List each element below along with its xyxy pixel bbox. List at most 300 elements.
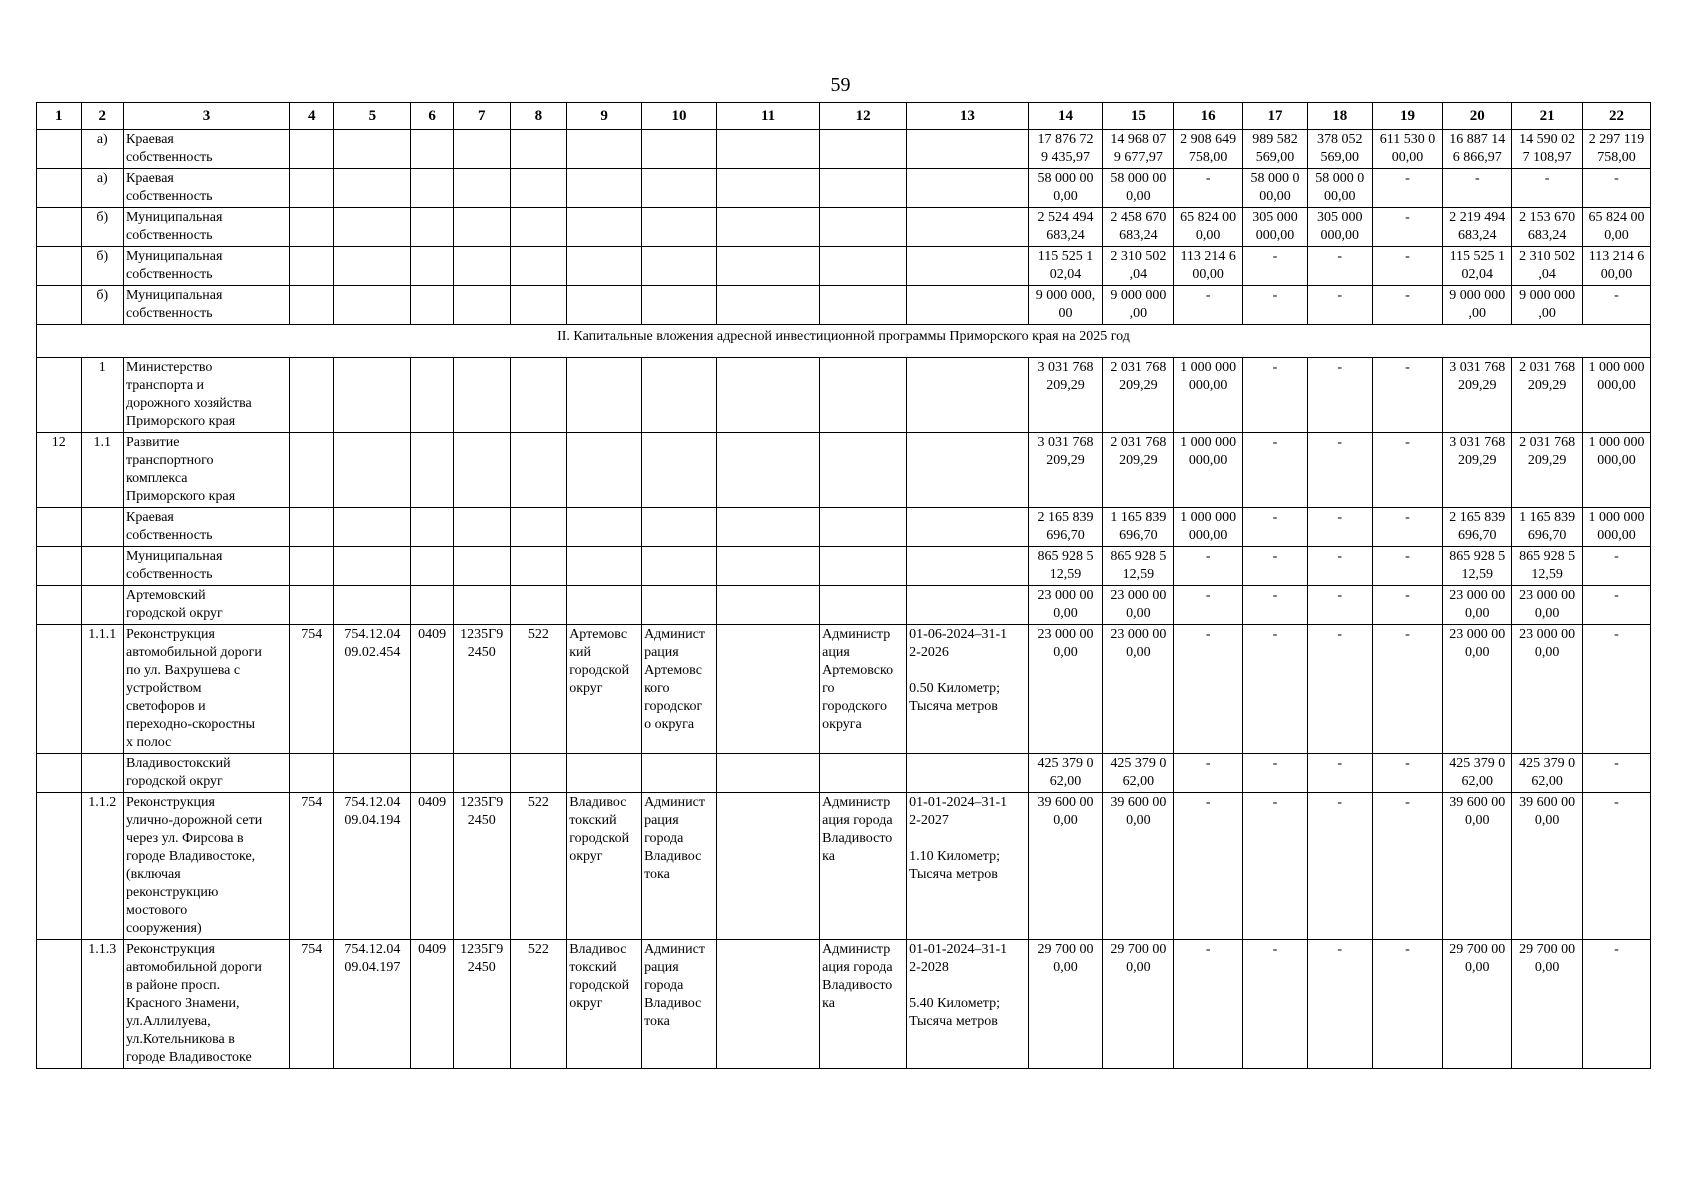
table-cell: Муниципальная собственность xyxy=(124,547,290,586)
table-cell: 1 165 839 696,70 xyxy=(1512,508,1583,547)
table-cell xyxy=(411,508,454,547)
investment-program-table xyxy=(36,102,1651,1069)
table-cell xyxy=(289,433,334,508)
table-cell xyxy=(81,547,124,586)
table-cell: Админист рация города Владивос тока xyxy=(642,940,717,1069)
table-cell xyxy=(820,754,907,793)
table-cell: - xyxy=(1243,286,1308,325)
table-cell: 113 214 6 00,00 xyxy=(1174,247,1243,286)
table-cell: 01-01-2024–31-1 2-2028 5.40 Километр; Тысяча метров xyxy=(907,940,1028,1069)
table-cell: - xyxy=(1512,169,1583,208)
column-header: 17 xyxy=(1243,103,1308,130)
table-cell xyxy=(642,247,717,286)
table-cell xyxy=(716,625,819,754)
table-cell: - xyxy=(1243,625,1308,754)
table-cell: - xyxy=(1583,754,1651,793)
table-cell: 23 000 00 0,00 xyxy=(1028,625,1103,754)
table-cell: - xyxy=(1243,547,1308,586)
table-cell xyxy=(716,793,819,940)
table-cell xyxy=(820,286,907,325)
table-cell: - xyxy=(1372,625,1443,754)
column-header: 13 xyxy=(907,103,1028,130)
table-cell: - xyxy=(1583,586,1651,625)
table-cell xyxy=(510,247,567,286)
table-cell: - xyxy=(1372,547,1443,586)
table-cell: 1 000 000 000,00 xyxy=(1583,508,1651,547)
table-cell xyxy=(716,208,819,247)
table-cell: Муниципальная собственность xyxy=(124,286,290,325)
table-cell xyxy=(37,547,82,586)
table-row xyxy=(37,208,1651,247)
table-cell: - xyxy=(1307,433,1372,508)
table-cell xyxy=(81,508,124,547)
table-cell: 58 000 00 0,00 xyxy=(1028,169,1103,208)
table-cell: - xyxy=(1307,940,1372,1069)
table-cell xyxy=(907,754,1028,793)
column-header: 9 xyxy=(567,103,642,130)
table-cell: 1 xyxy=(81,358,124,433)
table-cell: 58 000 00 0,00 xyxy=(1103,169,1174,208)
table-cell: 2 165 839 696,70 xyxy=(1443,508,1512,547)
table-cell: 113 214 6 00,00 xyxy=(1583,247,1651,286)
table-cell xyxy=(567,247,642,286)
table-cell: - xyxy=(1243,508,1308,547)
table-cell: - xyxy=(1372,208,1443,247)
table-cell xyxy=(567,433,642,508)
table-cell xyxy=(334,286,411,325)
table-cell xyxy=(907,130,1028,169)
table-cell: 58 000 0 00,00 xyxy=(1243,169,1308,208)
table-cell xyxy=(567,286,642,325)
table-cell: Краевая собственность xyxy=(124,169,290,208)
table-cell: 14 590 02 7 108,97 xyxy=(1512,130,1583,169)
column-header: 22 xyxy=(1583,103,1651,130)
column-header: 5 xyxy=(334,103,411,130)
table-cell: - xyxy=(1583,793,1651,940)
table-cell: Владивос токский городской округ xyxy=(567,793,642,940)
table-row xyxy=(37,433,1651,508)
table-cell xyxy=(642,754,717,793)
table-cell: 01-01-2024–31-1 2-2027 1.10 Километр; Тысяча метров xyxy=(907,793,1028,940)
table-cell: 754 xyxy=(289,793,334,940)
table-cell xyxy=(453,247,510,286)
table-cell xyxy=(37,247,82,286)
table-cell xyxy=(411,286,454,325)
column-header: 20 xyxy=(1443,103,1512,130)
table-cell: 1 000 000 000,00 xyxy=(1174,508,1243,547)
column-header: 8 xyxy=(510,103,567,130)
table-row xyxy=(37,793,1651,940)
table-cell xyxy=(510,208,567,247)
table-cell: - xyxy=(1307,793,1372,940)
table-cell: 23 000 00 0,00 xyxy=(1443,586,1512,625)
table-cell xyxy=(567,169,642,208)
table-cell xyxy=(716,754,819,793)
table-cell: - xyxy=(1583,625,1651,754)
table-cell: 305 000 000,00 xyxy=(1243,208,1308,247)
column-header: 6 xyxy=(411,103,454,130)
table-cell xyxy=(37,754,82,793)
table-cell: 23 000 00 0,00 xyxy=(1512,625,1583,754)
table-cell xyxy=(820,130,907,169)
table-cell: 522 xyxy=(510,625,567,754)
table-cell: 16 887 14 6 866,97 xyxy=(1443,130,1512,169)
table-cell xyxy=(334,208,411,247)
table-cell: 3 031 768 209,29 xyxy=(1443,358,1512,433)
table-cell: Владивостокский городской округ xyxy=(124,754,290,793)
table-cell: Краевая собственность xyxy=(124,130,290,169)
table-cell xyxy=(334,169,411,208)
table-cell: - xyxy=(1307,358,1372,433)
column-header: 12 xyxy=(820,103,907,130)
table-cell: Владивос токский городской округ xyxy=(567,940,642,1069)
table-cell: 58 000 0 00,00 xyxy=(1307,169,1372,208)
table-cell xyxy=(642,586,717,625)
table-cell xyxy=(453,508,510,547)
table-cell: - xyxy=(1243,247,1308,286)
table-cell: - xyxy=(1372,586,1443,625)
table-cell xyxy=(567,586,642,625)
table-cell: - xyxy=(1583,940,1651,1069)
table-cell: 611 530 0 00,00 xyxy=(1372,130,1443,169)
table-cell: - xyxy=(1174,286,1243,325)
table-cell xyxy=(642,358,717,433)
table-cell xyxy=(411,130,454,169)
table-cell xyxy=(289,754,334,793)
table-row xyxy=(37,130,1651,169)
table-cell: 29 700 00 0,00 xyxy=(1512,940,1583,1069)
table-cell xyxy=(907,508,1028,547)
table-cell xyxy=(453,286,510,325)
table-cell xyxy=(289,358,334,433)
table-cell xyxy=(820,358,907,433)
table-cell xyxy=(510,358,567,433)
table-cell xyxy=(289,586,334,625)
table-cell xyxy=(820,586,907,625)
table-cell xyxy=(716,508,819,547)
table-cell: Администр ация города Владивосто ка xyxy=(820,940,907,1069)
table-cell xyxy=(510,433,567,508)
table-cell: - xyxy=(1583,547,1651,586)
table-cell: 23 000 00 0,00 xyxy=(1443,625,1512,754)
table-cell xyxy=(289,547,334,586)
table-cell xyxy=(820,208,907,247)
table-row xyxy=(37,508,1651,547)
table-cell xyxy=(716,433,819,508)
table-cell: - xyxy=(1372,754,1443,793)
table-cell xyxy=(820,247,907,286)
table-cell xyxy=(907,547,1028,586)
table-cell: Реконструкция автомобильной дороги по ул. Вахрушева с устройством светофоров и переходно-скоростны х полос xyxy=(124,625,290,754)
table-cell: 2 031 768 209,29 xyxy=(1512,358,1583,433)
table-cell xyxy=(510,130,567,169)
table-cell xyxy=(716,940,819,1069)
table-cell: 115 525 1 02,04 xyxy=(1028,247,1103,286)
table-cell xyxy=(907,247,1028,286)
table-cell xyxy=(716,130,819,169)
table-cell xyxy=(453,586,510,625)
table-cell xyxy=(334,508,411,547)
table-cell: Реконструкция улично-дорожной сети через ул. Фирсова в городе Владивостоке, (включая реконструкцию мостового сооружения) xyxy=(124,793,290,940)
table-cell: 425 379 0 62,00 xyxy=(1028,754,1103,793)
table-cell: 754 xyxy=(289,940,334,1069)
table-cell xyxy=(567,547,642,586)
table-cell: 01-06-2024–31-1 2-2026 0.50 Километр; Тысяча метров xyxy=(907,625,1028,754)
table-cell: - xyxy=(1174,547,1243,586)
table-cell: - xyxy=(1174,586,1243,625)
table-cell: 1 000 000 000,00 xyxy=(1583,358,1651,433)
page-number: 59 xyxy=(830,74,851,96)
table-row xyxy=(37,940,1651,1069)
table-cell: 3 031 768 209,29 xyxy=(1028,358,1103,433)
table-cell: 1235Г9 2450 xyxy=(453,625,510,754)
table-cell: 9 000 000 ,00 xyxy=(1103,286,1174,325)
column-header: 2 xyxy=(81,103,124,130)
table-cell xyxy=(411,433,454,508)
table-cell: 1.1.1 xyxy=(81,625,124,754)
table-cell xyxy=(510,508,567,547)
column-header: 14 xyxy=(1028,103,1103,130)
column-header: 4 xyxy=(289,103,334,130)
table-cell xyxy=(642,286,717,325)
table-cell: 2 031 768 209,29 xyxy=(1512,433,1583,508)
table-cell: 3 031 768 209,29 xyxy=(1443,433,1512,508)
table-cell: 29 700 00 0,00 xyxy=(1443,940,1512,1069)
table-cell xyxy=(567,208,642,247)
table-cell xyxy=(716,586,819,625)
table-row xyxy=(37,547,1651,586)
table-cell: - xyxy=(1307,547,1372,586)
table-cell: 989 582 569,00 xyxy=(1243,130,1308,169)
table-cell xyxy=(334,130,411,169)
column-header: 15 xyxy=(1103,103,1174,130)
table-cell: - xyxy=(1372,508,1443,547)
table-cell xyxy=(453,547,510,586)
table-cell: 425 379 0 62,00 xyxy=(1443,754,1512,793)
table-cell: 754 xyxy=(289,625,334,754)
table-cell: 0409 xyxy=(411,625,454,754)
table-cell: 1.1.3 xyxy=(81,940,124,1069)
table-cell: б) xyxy=(81,208,124,247)
table-cell: Артемовский городской округ xyxy=(124,586,290,625)
table-cell xyxy=(37,169,82,208)
table-cell: 305 000 000,00 xyxy=(1307,208,1372,247)
table-cell: 65 824 00 0,00 xyxy=(1583,208,1651,247)
section-title: II. Капитальные вложения адресной инвестиционной программы Приморского края на 2025 год xyxy=(37,325,1651,358)
table-cell: - xyxy=(1307,586,1372,625)
column-header: 11 xyxy=(716,103,819,130)
table-cell: Краевая собственность xyxy=(124,508,290,547)
table-cell: - xyxy=(1307,754,1372,793)
table-cell: - xyxy=(1243,586,1308,625)
table-row xyxy=(37,625,1651,754)
table-cell: - xyxy=(1174,169,1243,208)
table-cell: 1235Г9 2450 xyxy=(453,793,510,940)
table-cell xyxy=(411,547,454,586)
table-cell: - xyxy=(1243,433,1308,508)
table-row xyxy=(37,586,1651,625)
table-cell xyxy=(289,508,334,547)
table-cell xyxy=(567,358,642,433)
table-cell xyxy=(567,130,642,169)
table-cell xyxy=(907,433,1028,508)
table-cell xyxy=(642,433,717,508)
table-cell: - xyxy=(1243,358,1308,433)
table-cell: 65 824 00 0,00 xyxy=(1174,208,1243,247)
table-cell xyxy=(510,169,567,208)
table-cell xyxy=(334,754,411,793)
table-cell: - xyxy=(1307,286,1372,325)
table-cell: - xyxy=(1443,169,1512,208)
table-cell: 865 928 5 12,59 xyxy=(1028,547,1103,586)
table-cell xyxy=(334,586,411,625)
table-cell: 865 928 5 12,59 xyxy=(1512,547,1583,586)
table-cell: 2 153 670 683,24 xyxy=(1512,208,1583,247)
table-cell: 2 219 494 683,24 xyxy=(1443,208,1512,247)
table-cell: 1 000 000 000,00 xyxy=(1583,433,1651,508)
table-cell: - xyxy=(1372,169,1443,208)
table-cell xyxy=(334,247,411,286)
table-cell: 1.1.2 xyxy=(81,793,124,940)
table-cell xyxy=(37,793,82,940)
table-cell: 754.12.04 09.02.454 xyxy=(334,625,411,754)
column-header: 21 xyxy=(1512,103,1583,130)
table-cell xyxy=(37,586,82,625)
table-cell xyxy=(411,358,454,433)
table-cell xyxy=(716,247,819,286)
table-cell xyxy=(289,130,334,169)
table-cell: - xyxy=(1372,940,1443,1069)
table-cell: 0409 xyxy=(411,793,454,940)
table-cell: Артемовс кий городской округ xyxy=(567,625,642,754)
table-cell xyxy=(907,286,1028,325)
table-cell xyxy=(642,208,717,247)
table-cell: 425 379 0 62,00 xyxy=(1103,754,1174,793)
table-cell xyxy=(716,286,819,325)
table-cell xyxy=(37,940,82,1069)
table-cell xyxy=(453,208,510,247)
table-cell xyxy=(453,754,510,793)
table-cell: 17 876 72 9 435,97 xyxy=(1028,130,1103,169)
table-cell xyxy=(411,208,454,247)
table-cell xyxy=(334,358,411,433)
table-cell: 522 xyxy=(510,793,567,940)
table-cell xyxy=(37,625,82,754)
table-cell: 1.1 xyxy=(81,433,124,508)
header-row xyxy=(37,103,1651,130)
table-cell xyxy=(567,754,642,793)
section-row xyxy=(37,325,1651,358)
table-cell: Развитие транспортного комплекса Приморского края xyxy=(124,433,290,508)
column-header: 16 xyxy=(1174,103,1243,130)
table-cell: 12 xyxy=(37,433,82,508)
table-cell: 23 000 00 0,00 xyxy=(1028,586,1103,625)
table-cell xyxy=(289,169,334,208)
table-cell: - xyxy=(1307,625,1372,754)
table-cell: 9 000 000 ,00 xyxy=(1512,286,1583,325)
table-cell: 2 310 502 ,04 xyxy=(1512,247,1583,286)
table-cell: - xyxy=(1174,754,1243,793)
column-header: 3 xyxy=(124,103,290,130)
table-cell: 1235Г9 2450 xyxy=(453,940,510,1069)
table-cell xyxy=(37,208,82,247)
table-cell xyxy=(37,286,82,325)
table-cell: - xyxy=(1583,286,1651,325)
table-cell xyxy=(37,130,82,169)
column-header: 19 xyxy=(1372,103,1443,130)
table-cell xyxy=(289,208,334,247)
table-cell xyxy=(453,433,510,508)
table-cell: - xyxy=(1372,433,1443,508)
table-cell: 754.12.04 09.04.197 xyxy=(334,940,411,1069)
table-cell: 0409 xyxy=(411,940,454,1069)
table-cell xyxy=(334,433,411,508)
table-cell xyxy=(411,586,454,625)
table-row xyxy=(37,169,1651,208)
table-cell: 1 000 000 000,00 xyxy=(1174,358,1243,433)
table-cell: 115 525 1 02,04 xyxy=(1443,247,1512,286)
table-cell: 2 031 768 209,29 xyxy=(1103,433,1174,508)
table-cell xyxy=(642,130,717,169)
table-cell xyxy=(510,586,567,625)
table-cell: 14 968 07 9 677,97 xyxy=(1103,130,1174,169)
table-cell: 39 600 00 0,00 xyxy=(1443,793,1512,940)
table-cell xyxy=(510,754,567,793)
table-cell xyxy=(716,547,819,586)
column-header: 7 xyxy=(453,103,510,130)
table-cell: - xyxy=(1372,247,1443,286)
table-cell xyxy=(642,547,717,586)
table-cell xyxy=(907,169,1028,208)
column-header: 1 xyxy=(37,103,82,130)
table-row xyxy=(37,247,1651,286)
table-cell xyxy=(81,754,124,793)
table-cell: 3 031 768 209,29 xyxy=(1028,433,1103,508)
table-cell xyxy=(334,547,411,586)
table-cell: - xyxy=(1174,625,1243,754)
table-cell: 2 165 839 696,70 xyxy=(1028,508,1103,547)
table-cell: - xyxy=(1372,358,1443,433)
table-cell xyxy=(716,358,819,433)
table-cell: 2 031 768 209,29 xyxy=(1103,358,1174,433)
table-cell: б) xyxy=(81,286,124,325)
table-cell: - xyxy=(1243,940,1308,1069)
table-cell: - xyxy=(1174,940,1243,1069)
table-cell: - xyxy=(1372,286,1443,325)
table-cell: 39 600 00 0,00 xyxy=(1028,793,1103,940)
table-cell: 23 000 00 0,00 xyxy=(1103,586,1174,625)
table-cell: Реконструкция автомобильной дороги в районе просп. Красного Знамени, ул.Аллилуева, ул.Котельникова в городе Владивостоке xyxy=(124,940,290,1069)
table-cell xyxy=(820,547,907,586)
table-cell: 2 297 119 758,00 xyxy=(1583,130,1651,169)
table-cell: 29 700 00 0,00 xyxy=(1028,940,1103,1069)
table-cell xyxy=(510,547,567,586)
table-cell: - xyxy=(1243,754,1308,793)
table-cell xyxy=(289,286,334,325)
table-cell: 2 908 649 758,00 xyxy=(1174,130,1243,169)
table-cell xyxy=(907,586,1028,625)
table-cell xyxy=(820,169,907,208)
table-cell: 39 600 00 0,00 xyxy=(1103,793,1174,940)
table-cell: Администр ация города Владивосто ка xyxy=(820,793,907,940)
table-cell: 2 458 670 683,24 xyxy=(1103,208,1174,247)
table-cell: - xyxy=(1372,793,1443,940)
column-header: 10 xyxy=(642,103,717,130)
table-cell xyxy=(453,169,510,208)
table-cell: 9 000 000 ,00 xyxy=(1443,286,1512,325)
table-cell xyxy=(289,247,334,286)
table-cell: 29 700 00 0,00 xyxy=(1103,940,1174,1069)
